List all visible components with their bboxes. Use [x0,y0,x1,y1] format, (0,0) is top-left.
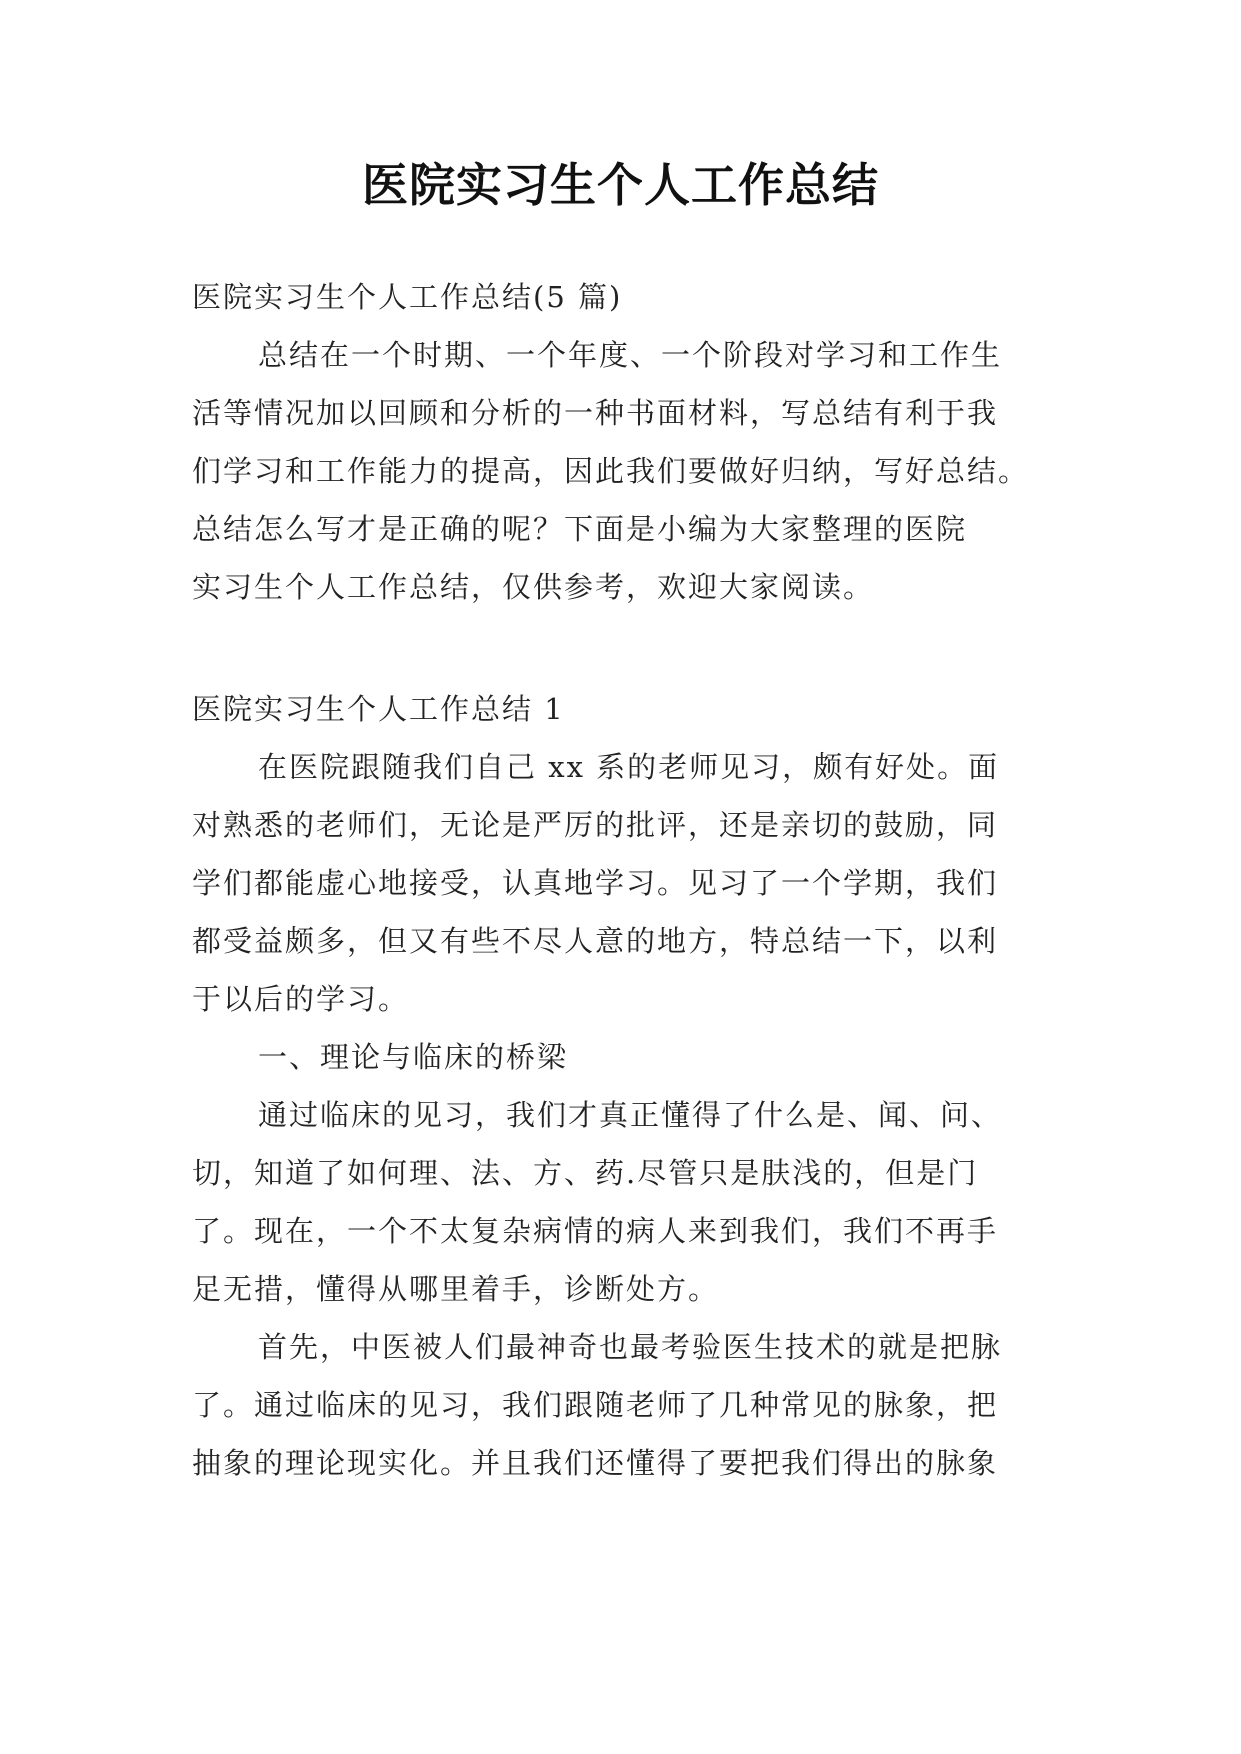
intro-line: 总结在一个时期、一个年度、一个阶段对学习和工作生 [258,338,1003,372]
paragraph-line: 了。现在，一个不太复杂病情的病人来到我们，我们不再手 [192,1214,999,1248]
paragraph-line: 在医院跟随我们自己 xx 系的老师见习，颇有好处。面 [258,750,1000,784]
intro-line: 们学习和工作能力的提高，因此我们要做好归纳，写好总结。 [192,454,1030,488]
section-heading: 医院实习生个人工作总结 1 [192,692,565,726]
paragraph-line: 抽象的理论现实化。并且我们还懂得了要把我们得出的脉象 [192,1446,999,1480]
intro-line: 实习生个人工作总结，仅供参考，欢迎大家阅读。 [192,570,875,604]
paragraph-line: 通过临床的见习，我们才真正懂得了什么是、闻、问、 [258,1098,1003,1132]
intro-line: 活等情况加以回顾和分析的一种书面材料，写总结有利于我 [192,396,999,430]
paragraph-line: 都受益颇多，但又有些不尽人意的地方，特总结一下，以利 [192,924,999,958]
section-1 [192,680,1062,1492]
paragraph-line: 了。通过临床的见习，我们跟随老师了几种常见的脉象，把 [192,1388,999,1422]
paragraph-line: 对熟悉的老师们，无论是严厉的批评，还是亲切的鼓励，同 [192,808,999,842]
paragraph-line: 足无措，懂得从哪里着手，诊断处方。 [192,1272,720,1306]
paragraph-line: 学们都能虚心地接受，认真地学习。见习了一个学期，我们 [192,866,999,900]
paragraph-line: 切，知道了如何理、法、方、药.尽管只是肤浅的，但是门 [192,1156,979,1190]
subheading: 一、理论与临床的桥梁 [258,1040,569,1074]
intro-line: 总结怎么写才是正确的呢？下面是小编为大家整理的医院 [192,512,968,546]
intro-block [192,268,1062,616]
subtitle: 医院实习生个人工作总结(5 篇) [192,280,623,314]
document-title: 医院实习生个人工作总结 [362,158,879,212]
paragraph-line: 于以后的学习。 [192,982,410,1016]
paragraph-line: 首先，中医被人们最神奇也最考验医生技术的就是把脉 [258,1330,1003,1364]
